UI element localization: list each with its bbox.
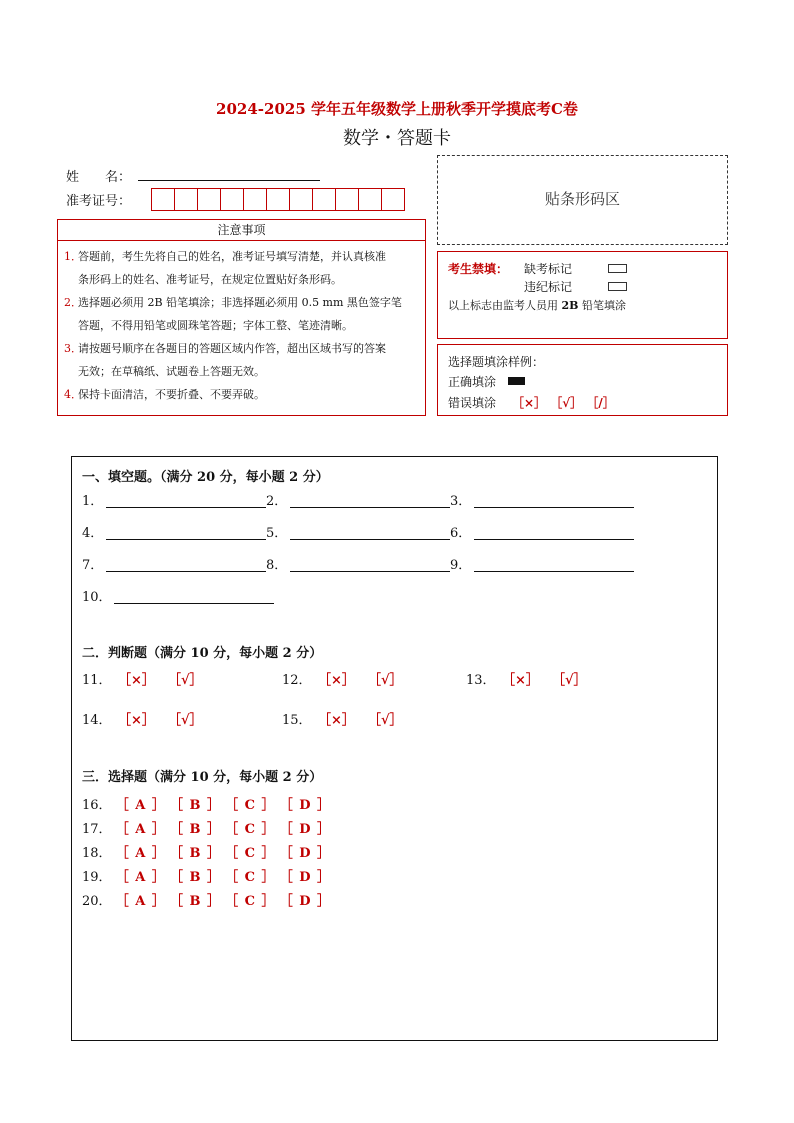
forbidden-label: 考生禁填： (448, 262, 509, 276)
id-digit-box[interactable] (151, 188, 175, 211)
answer-blank[interactable] (290, 507, 450, 508)
answer-blank[interactable] (106, 507, 266, 508)
choice-question-row (82, 890, 331, 909)
option-d[interactable]: ［ D ］ (279, 870, 332, 885)
true-option[interactable]: ［√］ (368, 713, 403, 728)
false-option[interactable]: ［×］ (502, 673, 539, 688)
wrong-fill-label: 错误填涂 (448, 396, 497, 410)
answer-blank[interactable] (290, 571, 450, 572)
option-d[interactable]: ［ D ］ (279, 846, 332, 861)
true-option[interactable]: ［√］ (552, 673, 587, 688)
notice-item (64, 245, 419, 291)
id-digit-box[interactable] (312, 188, 336, 211)
exam-title: 2024-2025 学年五年级数学上册秋季开学摸底考C卷 (216, 100, 578, 118)
answer-area (71, 456, 718, 1041)
question-number: 5． (266, 526, 288, 541)
option-c[interactable]: ［ C ］ (225, 846, 276, 861)
option-b[interactable]: ［ B ］ (169, 846, 222, 861)
fill-sample-title: 选择题填涂样例： (448, 355, 545, 369)
id-digit-box[interactable] (197, 188, 221, 211)
choice-question-row (82, 866, 331, 885)
false-option[interactable]: ［×］ (318, 673, 355, 688)
answer-blank[interactable] (114, 603, 274, 604)
forbidden-note-suffix: 铅笔填涂 (581, 299, 626, 312)
option-c[interactable]: ［ C ］ (225, 894, 276, 909)
notice-item-line: 答题前，考生先将自己的姓名，准考证号填写清楚，并认真核准 (78, 250, 386, 263)
choice-question-row (82, 842, 331, 861)
question-number: 8． (266, 558, 288, 573)
false-option[interactable]: ［×］ (118, 673, 155, 688)
option-a[interactable]: ［ A ］ (115, 870, 166, 885)
question-number: 19． (82, 870, 112, 885)
option-d[interactable]: ［ D ］ (279, 894, 332, 909)
violation-mark-label: 违纪标记 (524, 280, 573, 294)
examinee-forbidden-panel (437, 251, 728, 339)
id-number-boxes[interactable] (151, 188, 404, 211)
question-number: 14． (82, 713, 112, 728)
notice-item-line: 答题，不得用铅笔或圆珠笔答题；字体工整、笔迹清晰。 (78, 319, 353, 332)
answer-blank[interactable] (106, 571, 266, 572)
option-a[interactable]: ［ A ］ (115, 822, 166, 837)
question-number: 18． (82, 846, 112, 861)
option-d[interactable]: ［ D ］ (279, 798, 332, 813)
option-c[interactable]: ［ C ］ (225, 798, 276, 813)
id-digit-box[interactable] (381, 188, 405, 211)
choice-question-row (82, 818, 331, 837)
question-number: 16． (82, 798, 112, 813)
name-label: 姓 名： (66, 170, 132, 185)
id-digit-box[interactable] (243, 188, 267, 211)
false-option[interactable]: ［×］ (318, 713, 355, 728)
section-multiple-choice-title: 三．选择题（满分 10 分，每小题 2 分） (82, 770, 323, 785)
question-number: 15． (282, 713, 312, 728)
id-digit-box[interactable] (289, 188, 313, 211)
option-b[interactable]: ［ B ］ (169, 894, 222, 909)
notice-item-number: 4． (64, 388, 82, 401)
false-option[interactable]: ［×］ (118, 713, 155, 728)
question-number: 20． (82, 894, 112, 909)
choice-question-row (82, 794, 331, 813)
option-a[interactable]: ［ A ］ (115, 894, 166, 909)
id-digit-box[interactable] (266, 188, 290, 211)
id-digit-box[interactable] (358, 188, 382, 211)
notice-item (64, 383, 419, 406)
notice-item (64, 291, 419, 337)
notice-item-line: 条形码上的姓名、准考证号，在规定位置贴好条形码。 (78, 273, 342, 286)
option-b[interactable]: ［ B ］ (169, 798, 222, 813)
option-b[interactable]: ［ B ］ (169, 870, 222, 885)
question-number: 10． (82, 590, 112, 605)
answer-blank[interactable] (474, 507, 634, 508)
notice-item-line: 选择题必须用 2B 铅笔填涂；非选择题必须用 0.5 mm 黑色签字笔 (78, 296, 402, 309)
forbidden-note (448, 297, 626, 313)
notice-item-number: 3． (64, 342, 82, 355)
id-digit-box[interactable] (174, 188, 198, 211)
answer-blank[interactable] (290, 539, 450, 540)
question-number: 4． (82, 526, 104, 541)
section-true-false-title: 二．判断题（满分 10 分，每小题 2 分） (82, 646, 323, 661)
wrong-mark: ［/］ (586, 396, 615, 410)
answer-blank[interactable] (106, 539, 266, 540)
option-a[interactable]: ［ A ］ (115, 846, 166, 861)
notice-panel (57, 241, 426, 416)
question-number: 12． (282, 673, 312, 688)
notice-item-line: 请按题号顺序在各题目的答题区域内作答，超出区域书写的答案 (78, 342, 386, 355)
true-option[interactable]: ［√］ (168, 713, 203, 728)
notice-item-number: 2． (64, 296, 82, 309)
section-fill-blank-title: 一、填空题。（满分 20 分，每小题 2 分） (82, 470, 329, 485)
notice-item-line: 无效；在草稿纸、试题卷上答题无效。 (78, 365, 265, 378)
notice-item-line: 保持卡面清洁，不要折叠、不要弄破。 (78, 388, 265, 401)
answer-blank[interactable] (474, 571, 634, 572)
option-c[interactable]: ［ C ］ (225, 870, 276, 885)
id-digit-box[interactable] (335, 188, 359, 211)
name-field[interactable] (138, 180, 320, 181)
true-option[interactable]: ［√］ (168, 673, 203, 688)
question-number: 6． (450, 526, 472, 541)
fill-sample-panel (437, 344, 728, 416)
question-number: 13． (466, 673, 496, 688)
notice-title: 注意事项 (57, 219, 426, 241)
absent-mark-box[interactable] (608, 264, 627, 273)
id-label: 准考证号： (66, 194, 132, 209)
absent-mark-label: 缺考标记 (524, 262, 573, 276)
question-number: 1． (82, 494, 104, 509)
question-number: 9． (450, 558, 472, 573)
option-c[interactable]: ［ C ］ (225, 822, 276, 837)
option-a[interactable]: ［ A ］ (115, 798, 166, 813)
wrong-mark: ［×］ (512, 396, 547, 410)
notice-item-number: 1． (64, 250, 82, 263)
question-number: 3． (450, 494, 472, 509)
option-d[interactable]: ［ D ］ (279, 822, 332, 837)
violation-mark-box[interactable] (608, 282, 627, 291)
question-number: 7． (82, 558, 104, 573)
question-number: 2． (266, 494, 288, 509)
forbidden-note-prefix: 以上标志由监考人员用 (448, 299, 558, 312)
id-digit-box[interactable] (220, 188, 244, 211)
answer-blank[interactable] (474, 539, 634, 540)
correct-fill-label: 正确填涂 (448, 375, 497, 389)
wrong-fill-examples (512, 394, 615, 411)
question-number: 11． (82, 673, 112, 688)
barcode-area[interactable]: 贴条形码区 (437, 155, 728, 245)
question-number: 17． (82, 822, 112, 837)
true-option[interactable]: ［√］ (368, 673, 403, 688)
correct-fill-example (508, 377, 525, 385)
wrong-mark: ［√］ (550, 396, 583, 410)
notice-item (64, 337, 419, 383)
option-b[interactable]: ［ B ］ (169, 822, 222, 837)
exam-subtitle: 数学・答题卡 (343, 128, 451, 149)
forbidden-note-bold: 2B (561, 299, 579, 312)
